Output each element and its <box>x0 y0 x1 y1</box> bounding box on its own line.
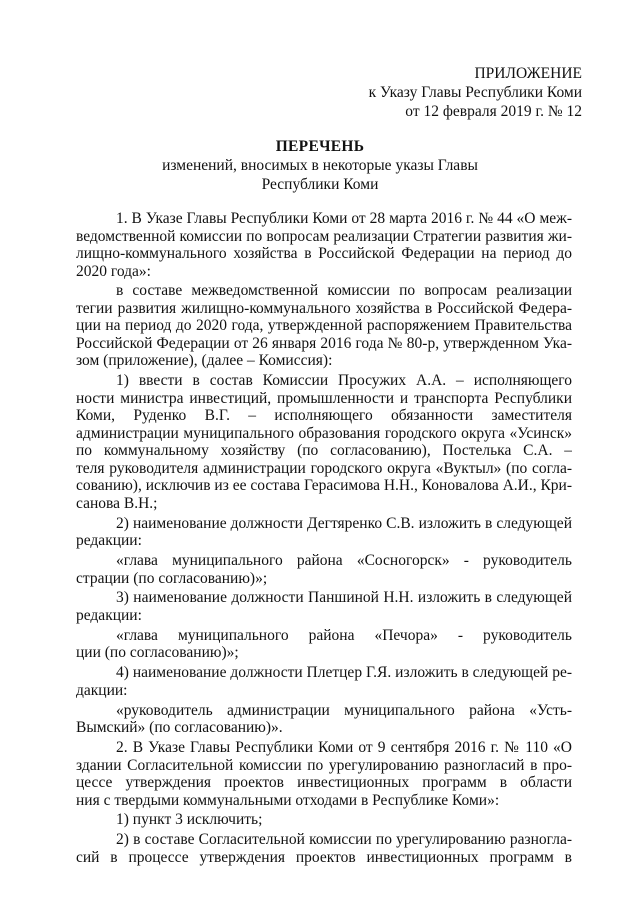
body-line: ния с твердыми коммунальными отходами в Республике Коми»: <box>76 791 500 809</box>
body-line: сованию), исключив из ее состава Герасимова Н.Н., Коновалова А.И., Кри- <box>76 477 572 495</box>
appendix-title: ПРИЛОЖЕНИЕ <box>474 65 582 82</box>
body-line: по коммунальному хозяйству (по согласованию), Постелька С.А. – <box>76 442 572 460</box>
body-line: 1) ввести в состав Комиссии Просужих А.А. – исполняющего <box>116 372 572 390</box>
body-line: 2020 года»: <box>76 262 151 280</box>
body-line: Вымский» (по согласованию)». <box>76 719 283 737</box>
body-line: редакции: <box>76 532 142 550</box>
appendix-date: от 12 февраля 2019 г. № 12 <box>405 103 582 120</box>
body-line: Коми, Руденко В.Г. – исполняющего обязанности заместителя <box>76 407 572 425</box>
body-line: теля руководителя администрации городского округа «Вуктыл» (по согла- <box>76 459 572 477</box>
document-body <box>76 210 572 866</box>
body-line: ции на период до 2020 года, утвержденной распоряжением Правительства <box>76 317 572 335</box>
body-line: «глава муниципального района «Сосногорск» - руководитель <box>116 552 572 570</box>
body-line: Российской Федерации от 26 января 2016 года № 80-р, утвержденном Ука- <box>76 334 572 352</box>
body-line: редакции: <box>76 606 142 624</box>
appendix-header <box>369 64 582 121</box>
body-line: «глава муниципального района «Печора» - руководитель <box>116 626 572 644</box>
body-line: администрации муниципального образования городского округа «Усинск» <box>76 424 572 442</box>
body-line: дакции: <box>76 681 128 699</box>
body-line: сий в процессе утверждения проектов инвестиционных программ в <box>76 848 572 866</box>
body-line: зом (приложение), (далее – Комиссия): <box>76 352 333 370</box>
body-line: 3) наименование должности Паншиной Н.Н. изложить в следующей <box>116 589 572 607</box>
body-line: лищно-коммунального хозяйства в Российской Федерации на период до <box>76 245 572 262</box>
body-line: «руководитель администрации муниципального района «Усть- <box>116 701 572 719</box>
body-line: страции (по согласованию)»; <box>76 569 268 587</box>
body-line: 2) наименование должности Дегтяренко С.В. изложить в следующей <box>116 514 572 532</box>
body-line: санова В.Н.; <box>76 494 158 512</box>
body-line: 1) пункт 3 исключить; <box>116 811 263 829</box>
body-line: тегии развития жилищно-коммунального хозяйства в Российской Федера- <box>76 299 572 317</box>
body-line: ведомственной комиссии по вопросам реализации Стратегии развития жи- <box>76 227 572 245</box>
body-line: ции (по согласованию)»; <box>76 644 239 662</box>
document-title: ПЕРЕЧЕНЬ <box>275 138 365 155</box>
body-line: в составе межведомственной комиссии по вопросам реализации <box>116 282 572 300</box>
body-line: 2) в составе Согласительной комиссии по урегулированию разногла- <box>116 831 572 849</box>
document-subtitle-line: изменений, вносимых в некоторые указы Главы <box>162 157 478 174</box>
body-line: 2. В Указе Главы Республики Коми от 9 сентября 2016 г. № 110 «О <box>116 739 572 757</box>
body-line: 4) наименование должности Плетцер Г.Я. изложить в следующей ре- <box>116 664 572 682</box>
body-line: ности министра инвестиций, промышленности и транспорта Республики <box>76 389 572 407</box>
body-line: 1. В Указе Главы Республики Коми от 28 марта 2016 г. № 44 «О меж- <box>116 210 572 227</box>
body-line: здании Согласительной комиссии по урегулированию разногласий в про- <box>76 756 572 774</box>
document-subtitle-line: Республики Коми <box>261 176 379 193</box>
appendix-reference: к Указу Главы Республики Коми <box>368 84 582 101</box>
document-heading <box>60 137 580 194</box>
body-line: цессе утверждения проектов инвестиционных программ в области <box>76 774 572 792</box>
